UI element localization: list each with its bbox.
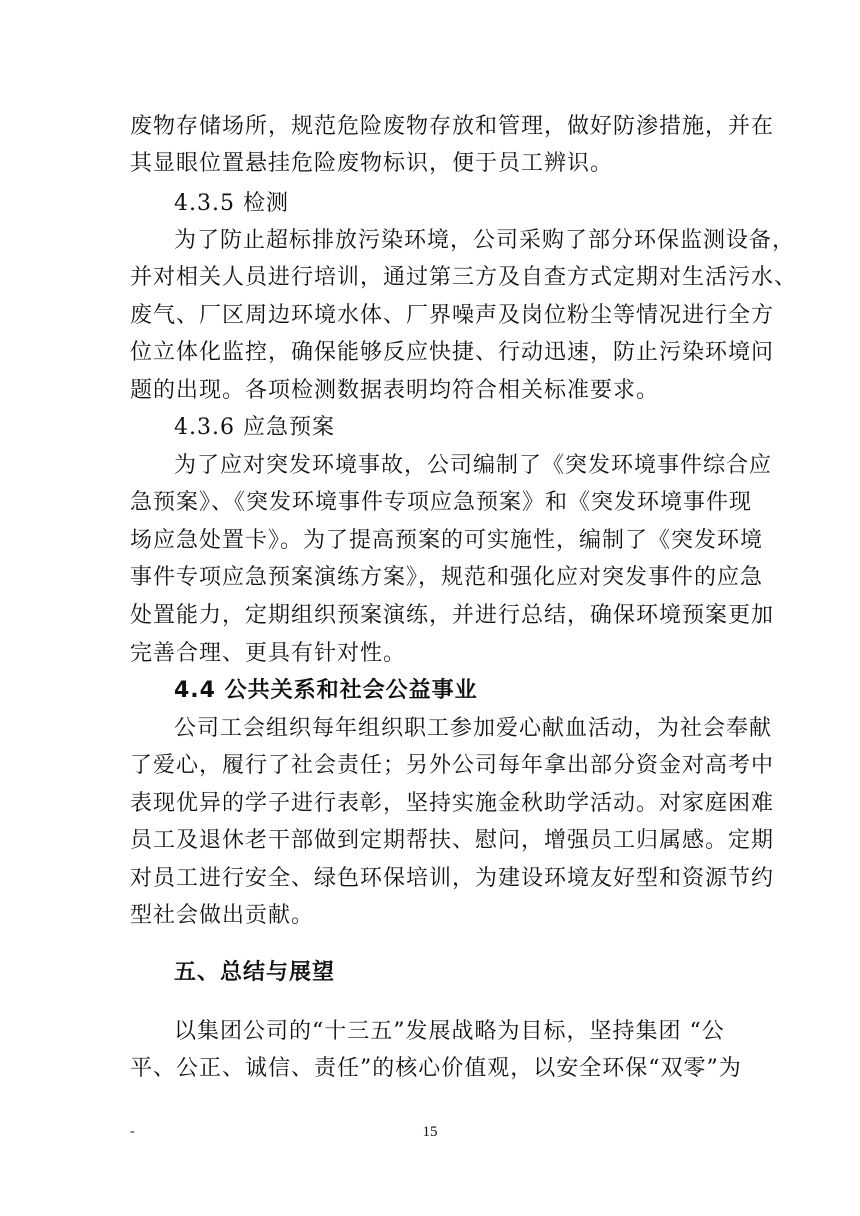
body-line: 平、公正、诚信、责任”的核心价值观，以安全环保“双零”为: [130, 1056, 742, 1081]
body-line: 废气、厂区周边环境水体、厂界噪声及岗位粉尘等情况进行全方: [130, 303, 775, 328]
body-line: 型社会做出贡献。: [130, 903, 315, 928]
body-line: 其显眼位置悬挂危险废物标识，便于员工辨识。: [130, 151, 614, 176]
body-line: 对员工进行安全、绿色环保培训，为建设环境友好型和资源节约: [130, 866, 775, 891]
body-line: 以集团公司的“十三五”发展战略为目标，坚持集团 “公: [174, 1019, 725, 1044]
subsection-title: 4.3.6 应急预案: [174, 415, 335, 440]
body-line: 员工及退休老干部做到定期帮扶、慰问，增强员工归属感。定期: [130, 828, 775, 853]
body-line: 并对相关人员进行培训，通过第三方及自查方式定期对生活污水、: [130, 265, 798, 290]
body-line: 废物存储场所，规范危险废物存放和管理，做好防渗措施，并在: [130, 114, 775, 139]
section-heading: 4.4 公共关系和社会公益事业: [174, 678, 478, 703]
body-line: 为了防止超标排放污染环境，公司采购了部分环保监测设备，: [174, 228, 796, 253]
body-line: 题的出现。各项检测数据表明均符合相关标准要求。: [130, 378, 660, 403]
chapter-heading: 五、总结与展望: [174, 960, 336, 985]
body-line: 为了应对突发环境事故，公司编制了《突发环境事件综合应: [174, 453, 773, 478]
body-line: 表现优异的学子进行表彰，坚持实施金秋助学活动。对家庭困难: [130, 791, 775, 816]
subsection-title: 4.3.5 检测: [174, 191, 289, 216]
body-line: 处置能力，定期组织预案演练，并进行总结，确保环境预案更加: [130, 603, 775, 628]
body-line: 急预案》、《突发环境事件专项应急预案》和《突发环境事件现: [130, 490, 753, 515]
page-number: 15: [422, 1124, 438, 1140]
body-line: 位立体化监控，确保能够反应快捷、行动迅速，防止污染环境问: [130, 340, 775, 365]
body-line: 场应急处置卡》。为了提高预案的可实施性，编制了《突发环境: [130, 528, 764, 553]
body-line: 事件专项应急预案演练方案》，规范和强化应对突发事件的应急: [130, 565, 764, 590]
footer-dash: -: [130, 1124, 135, 1139]
body-line: 完善合理、更具有针对性。: [130, 641, 407, 666]
body-line: 了爱心，履行了社会责任；另外公司每年拿出部分资金对高考中: [130, 753, 775, 778]
body-line: 公司工会组织每年组织职工参加爱心献血活动，为社会奉献: [174, 716, 773, 741]
